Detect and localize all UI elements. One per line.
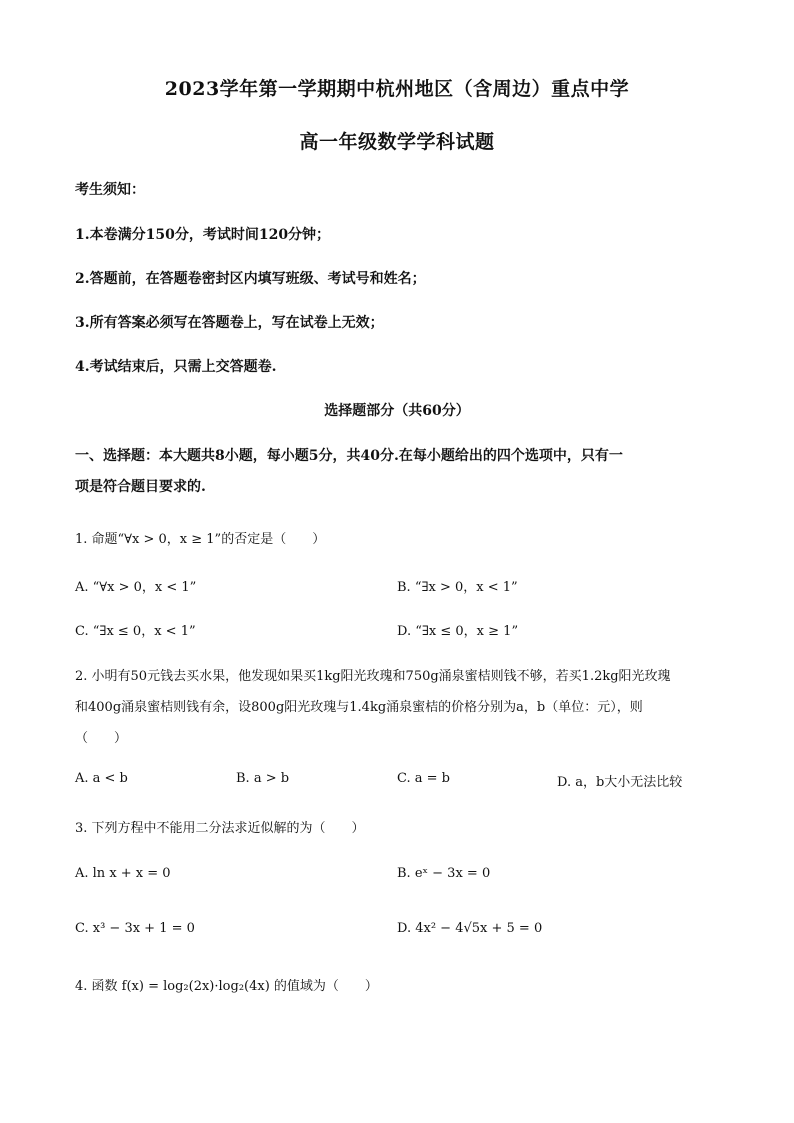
section-instruction: 项是符合题目要求的. (75, 479, 206, 495)
question-3-option-b: B. eˣ − 3x = 0 (397, 866, 491, 881)
question-2-stem: 2. 小明有50元钱去买水果，他发现如果买1kg阳光玫瑰和750g涌泉蜜桔则钱不够，若买1.2kg阳光玫瑰 (75, 669, 671, 684)
question-2-option-d: D. a，b大小无法比较 (557, 775, 683, 790)
question-4-stem: 4. 函数 f(x) = log₂(2x)·log₂(4x) 的值域为（ ） (75, 979, 378, 994)
question-1-stem: 1. 命题“∀x > 0，x ≥ 1”的否定是（ ） (75, 532, 326, 547)
question-1-option-a: A. “∀x > 0，x < 1” (75, 580, 197, 595)
notice-item: 4.考试结束后，只需上交答题卷. (75, 359, 277, 375)
exam-subtitle: 高一年级数学学科试题 (299, 131, 495, 153)
question-2-option-b: B. a > b (236, 771, 290, 786)
question-3-option-d: D. 4x² − 4√5x + 5 = 0 (397, 921, 543, 936)
notice-heading: 考生须知： (75, 182, 145, 198)
notice-item: 3.所有答案必须写在答题卷上，写在试卷上无效； (75, 315, 384, 331)
question-3-option-c: C. x³ − 3x + 1 = 0 (75, 921, 195, 936)
section-instruction: 一、选择题：本大题共8小题，每小题5分，共40分.在每小题给出的四个选项中，只有一 (75, 448, 623, 464)
notice-item: 2.答题前，在答题卷密封区内填写班级、考试号和姓名； (75, 271, 426, 287)
section-heading: 选择题部分（共60分） (324, 403, 470, 419)
notice-item: 1.本卷满分150分，考试时间120分钟； (75, 227, 331, 243)
question-1-option-b: B. “∃x > 0，x < 1” (397, 580, 518, 595)
question-2-stem: 和400g涌泉蜜桔则钱有余，设800g阳光玫瑰与1.4kg涌泉蜜桔的价格分别为a，b（单位：元），则 (75, 700, 643, 715)
question-2-option-c: C. a = b (397, 771, 450, 786)
question-3-option-a: A. ln x + x = 0 (75, 866, 171, 881)
question-2-stem: （ ） (75, 731, 128, 746)
exam-title: 2023学年第一学期期中杭州地区（含周边）重点中学 (164, 78, 630, 100)
question-2-option-a: A. a < b (75, 771, 128, 786)
question-1-option-c: C. “∃x ≤ 0，x < 1” (75, 624, 196, 639)
question-3-stem: 3. 下列方程中不能用二分法求近似解的为（ ） (75, 821, 365, 836)
question-1-option-d: D. “∃x ≤ 0，x ≥ 1” (397, 624, 519, 639)
